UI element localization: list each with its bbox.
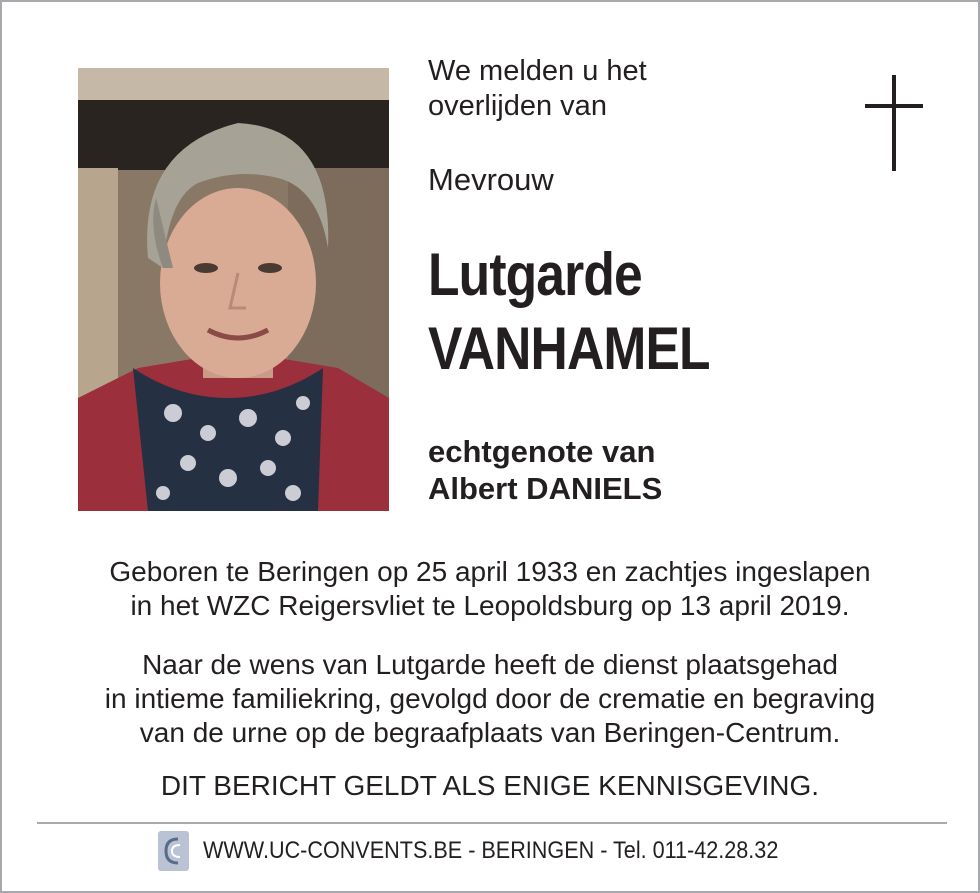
paragraph-line: in intieme familiekring, gevolgd door de crematie en begraving: [104, 683, 876, 714]
honorific: Mevrouw: [428, 162, 554, 197]
portrait-photo: [78, 68, 389, 511]
paragraph-line: in het WZC Reigersvliet te Leopoldsburg op 13 april 2019.: [130, 590, 850, 621]
ceremony-paragraph: [2, 648, 978, 750]
footer-contact: WWW.UC-CONVENTS.BE - BERINGEN - Tel. 011-42.28.32: [203, 837, 779, 864]
paragraph-line: van de urne op de begraafplaats van Beringen-Centrum.: [139, 717, 841, 748]
intro-line-2: overlijden van: [428, 90, 607, 122]
cross-icon: [865, 75, 925, 173]
spouse-relation: echtgenote van: [428, 434, 656, 469]
funeral-home-logo: [158, 831, 189, 871]
announcement-intro: [428, 54, 647, 124]
footer: [158, 831, 842, 871]
deceased-last-name: VANHAMEL: [428, 315, 710, 382]
spouse-info: [428, 433, 662, 507]
notice-line: DIT BERICHT GELDT ALS ENIGE KENNISGEVING.: [160, 770, 820, 801]
paragraph-line: Geboren te Beringen op 25 april 1933 en zachtjes ingeslapen: [109, 556, 871, 587]
spouse-name: Albert DANIELS: [428, 471, 663, 506]
deceased-name: [428, 238, 710, 386]
footer-divider: [37, 822, 947, 824]
deceased-first-name: Lutgarde: [428, 241, 642, 308]
birth-death-paragraph: [2, 555, 978, 623]
paragraph-line: Naar de wens van Lutgarde heeft de dienst plaatsgehad: [142, 649, 838, 680]
intro-line-1: We melden u het: [428, 55, 647, 87]
